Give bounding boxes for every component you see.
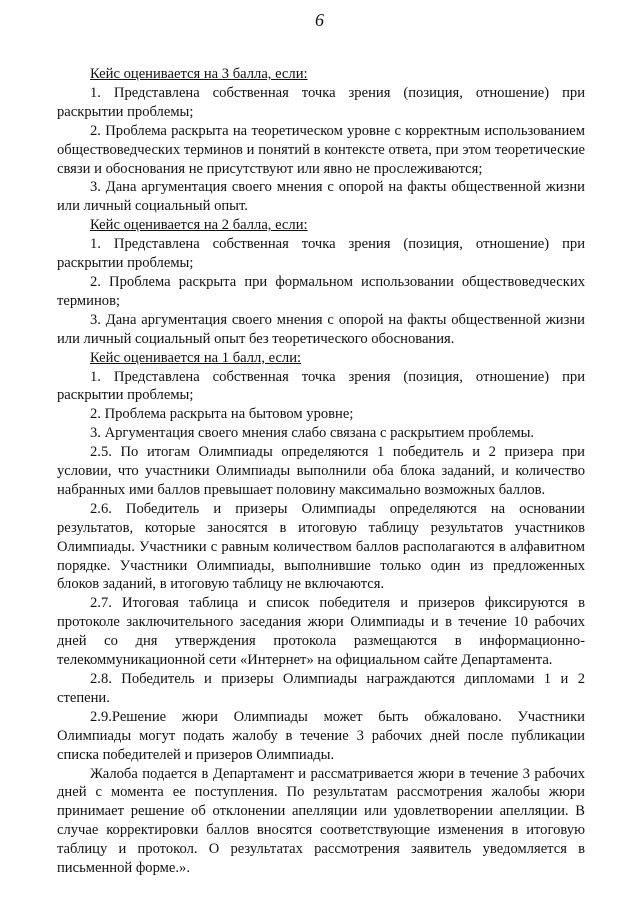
clause-paragraph: 2.6. Победитель и призеры Олимпиады определяются на основании результатов, которые заносятся в итоговую таблицу результатов участников Олимпиады. Участники с равным количеством баллов располагаются в алфавитном порядке. Участники Олимпиады, выполнившие только один из предложенных блоков заданий, в итоговую таблицу не включаются. (57, 500, 585, 593)
case-criteria-heading: Кейс оценивается на 2 балла, если: (90, 217, 308, 234)
clause-paragraph: Жалоба подается в Департамент и рассматривается жюри в течение 3 рабочих дней с момента ее поступления. По результатам рассмотрения жалобы жюри принимает решение об отклонении апелляции или удовлетворении апелляции. В случае корректировки баллов вносятся соответствующие изменения в итоговую таблицу и протокол. О результатах рассмотрения заявитель уведомляется в письменной форме.». (57, 765, 585, 877)
criterion-paragraph: 2. Проблема раскрыта при формальном использовании обществоведческих терминов; (57, 273, 585, 309)
clause-paragraph: 2.9.Решение жюри Олимпиады может быть обжаловано. Участники Олимпиады могут подать жалобу в течение 3 рабочих дней после публикации списка победителей и призеров Олимпиады. (57, 708, 585, 763)
criterion-paragraph: 3. Аргументация своего мнения слабо связана с раскрытием проблемы. (90, 425, 535, 442)
criterion-paragraph: 3. Дана аргументация своего мнения с опорой на факты общественной жизни или личный социальный опыт. (57, 179, 585, 215)
clause-paragraph: 2.7. Итоговая таблица и список победителя и призеров фиксируются в протоколе заключительного заседания жюри Олимпиады и в течение 10 рабочих дней со дня утверждения протокола размещаются в информационно-телекоммуникационной сети «Интернет» на официальном сайте Департамента. (57, 595, 585, 669)
criterion-paragraph: 3. Дана аргументация своего мнения с опорой на факты общественной жизни или личный социальный опыт без теоретического обоснования. (57, 311, 585, 347)
clause-paragraph: 2.5. По итогам Олимпиады определяются 1 победитель и 2 призера при условии, что участники Олимпиады выполнили оба блока заданий, и количество набранных ими баллов превышает половину максимально возможных баллов. (57, 444, 585, 498)
clause-paragraph: 2.8. Победитель и призеры Олимпиады награждаются дипломами 1 и 2 степени. (57, 671, 585, 706)
criterion-paragraph: 1. Представлена собственная точка зрения (позиция, отношение) при раскрытии проблемы; (57, 236, 585, 272)
criterion-paragraph: 1. Представлена собственная точка зрения (позиция, отношение) при раскрытии проблемы; (57, 368, 585, 404)
page-number: 6 (315, 10, 325, 30)
criterion-paragraph: 2. Проблема раскрыта на теоретическом уровне с корректным использованием обществоведческих терминов и понятий в контексте ответа, при этом теоретические связи и обоснования не присутствуют или явно не прослеживаются; (57, 122, 585, 177)
document-body (57, 65, 585, 878)
criterion-paragraph: 1. Представлена собственная точка зрения (позиция, отношение) при раскрытии проблемы; (57, 84, 585, 120)
case-criteria-heading: Кейс оценивается на 3 балла, если: (90, 66, 308, 82)
criterion-paragraph: 2. Проблема раскрыта на бытовом уровне; (90, 406, 354, 423)
case-criteria-heading: Кейс оценивается на 1 балл, если: (90, 349, 302, 366)
